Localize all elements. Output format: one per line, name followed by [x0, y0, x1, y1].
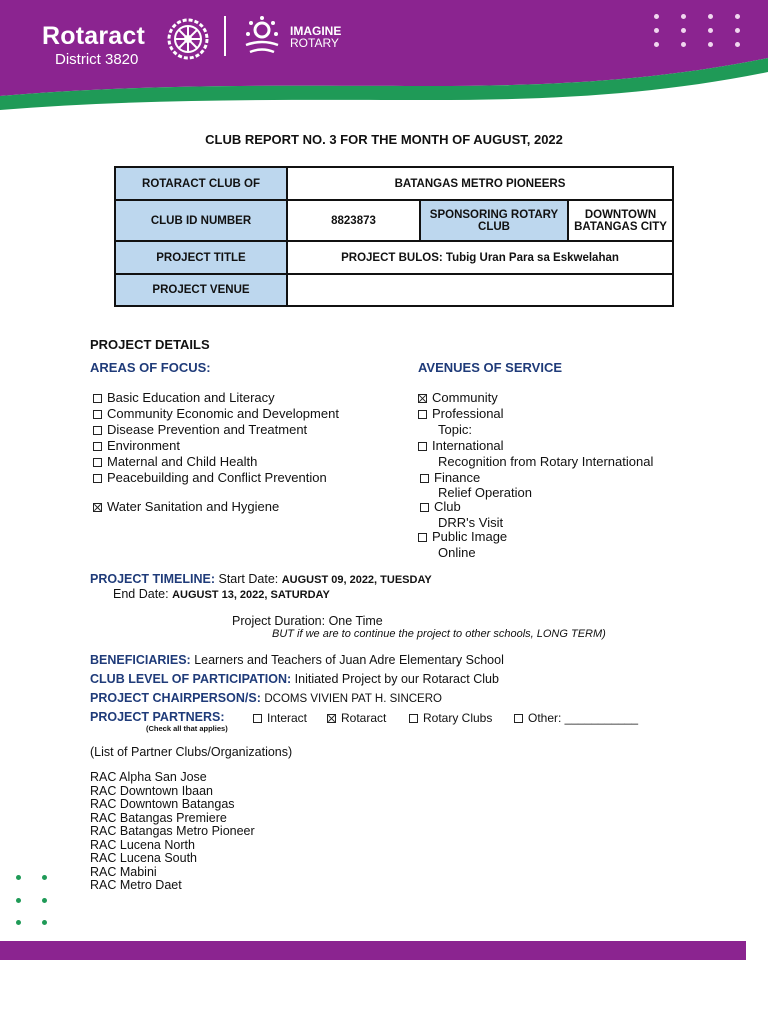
checkbox-icon [93, 410, 102, 419]
checkbox-icon [418, 533, 427, 542]
club-value: BATANGAS METRO PIONEERS [287, 167, 673, 200]
avenue-item: International [418, 438, 504, 453]
table-row [115, 167, 673, 200]
avenue-item: Finance [420, 470, 480, 485]
rotary-label: ROTARY [290, 36, 339, 50]
report-title: CLUB REPORT NO. 3 FOR THE MONTH OF AUGUST, 2022 [205, 132, 563, 147]
list-item: RAC Alpha San Jose [90, 770, 207, 784]
club-label: ROTARACT CLUB OF [115, 167, 287, 200]
avenues-of-service-heading: AVENUES OF SERVICE [418, 360, 562, 375]
sponsor-label: SPONSORING ROTARY CLUB [420, 200, 568, 241]
footer-bar [0, 941, 746, 960]
table-row [115, 274, 673, 306]
partners-note: (Check all that applies) [146, 724, 228, 733]
avenue-item: Public Image [418, 529, 507, 544]
checkbox-icon [93, 426, 102, 435]
list-item: RAC Downtown Batangas [90, 797, 235, 811]
list-item: RAC Metro Daet [90, 878, 182, 892]
checkbox-icon [418, 410, 427, 419]
checkbox-icon [93, 442, 102, 451]
checkbox-icon [409, 714, 418, 723]
checkbox-icon [93, 458, 102, 467]
club-id-label: CLUB ID NUMBER [115, 200, 287, 241]
list-item: RAC Batangas Metro Pioneer [90, 824, 255, 838]
list-item: RAC Lucena South [90, 851, 198, 865]
list-item: RAC Batangas Premiere [90, 810, 227, 825]
focus-item: Disease Prevention and Treatment [93, 422, 307, 437]
partner-option: Rotary Clubs [409, 711, 492, 725]
project-partners: PROJECT PARTNERS: [90, 710, 225, 724]
avenue-subitem: Topic: [438, 422, 472, 437]
focus-item: Basic Education and Literacy [93, 390, 275, 405]
checked-checkbox-icon [418, 394, 427, 403]
project-venue-value [287, 274, 673, 306]
rotaract-logo-text: Rotaract [42, 22, 146, 50]
checkbox-icon [514, 714, 523, 723]
table-row [115, 241, 673, 274]
project-end-date: End Date: AUGUST 13, 2022, SATURDAY [113, 587, 330, 601]
checkbox-icon [253, 714, 262, 723]
club-id-value: 8823873 [287, 200, 420, 241]
areas-of-focus-heading: AREAS OF FOCUS: [90, 360, 211, 375]
partner-clubs-list [90, 771, 255, 893]
district-label: District 3820 [55, 51, 139, 68]
sponsor-value: DOWNTOWN BATANGAS CITY [568, 200, 673, 241]
project-duration-note: BUT if we are to continue the project to other schools, LONG TERM) [272, 628, 606, 640]
table-row [115, 200, 673, 241]
focus-item: Peacebuilding and Conflict Prevention [93, 470, 327, 485]
checkbox-icon [420, 503, 429, 512]
checkbox-icon [93, 394, 102, 403]
project-title-label: PROJECT TITLE [115, 241, 287, 274]
partner-list-heading: (List of Partner Clubs/Organizations) [90, 745, 293, 759]
partner-option: Other: ___________ [514, 711, 638, 725]
avenue-item: Community [418, 390, 498, 405]
club-info-table [114, 166, 674, 307]
logo-divider [224, 16, 226, 56]
focus-item: Community Economic and Development [93, 406, 339, 421]
checkbox-icon [418, 442, 427, 451]
project-venue-label: PROJECT VENUE [115, 274, 287, 306]
club-participation: CLUB LEVEL OF PARTICIPATION: Initiated Project by our Rotaract Club [90, 672, 499, 686]
project-timeline: PROJECT TIMELINE: Start Date: AUGUST 09, 2022, TUESDAY [90, 572, 432, 586]
list-item: RAC Mabini [90, 864, 157, 879]
list-item: RAC Lucena North [90, 837, 195, 852]
avenue-item: Professional [418, 406, 504, 421]
project-title-value: PROJECT BULOS: Tubig Uran Para sa Eskwelahan [287, 241, 673, 274]
focus-item: Maternal and Child Health [93, 454, 257, 469]
partner-option: Interact [253, 711, 307, 725]
checkbox-icon [420, 474, 429, 483]
imagine-label: IMAGINE [290, 24, 342, 38]
partner-option: Rotaract [327, 711, 386, 725]
rotary-wheel-icon [166, 17, 210, 61]
list-item: RAC Downtown Ibaan [90, 783, 213, 798]
avenue-subitem: Recognition from Rotary International [438, 454, 654, 469]
avenue-subitem: Relief Operation [438, 485, 532, 500]
avenue-subitem: DRR's Visit [438, 515, 504, 530]
focus-item: Water Sanitation and Hygiene [93, 499, 279, 514]
beneficiaries: BENEFICIARIES: Learners and Teachers of Juan Adre Elementary School [90, 653, 504, 667]
project-details-heading: PROJECT DETAILS [90, 337, 210, 352]
project-chairperson: PROJECT CHAIRPERSON/S: DCOMS VIVIEN PAT H. SINCERO [90, 691, 442, 705]
imagine-rotary-icon [240, 15, 284, 59]
project-duration: Project Duration: One Time [232, 614, 383, 628]
avenue-subitem: Online [438, 545, 476, 560]
checked-checkbox-icon [93, 503, 102, 512]
header-banner [0, 0, 768, 115]
avenue-item: Club [420, 499, 461, 514]
focus-item: Environment [93, 438, 180, 453]
checkbox-icon [93, 474, 102, 483]
checked-checkbox-icon [327, 714, 336, 723]
